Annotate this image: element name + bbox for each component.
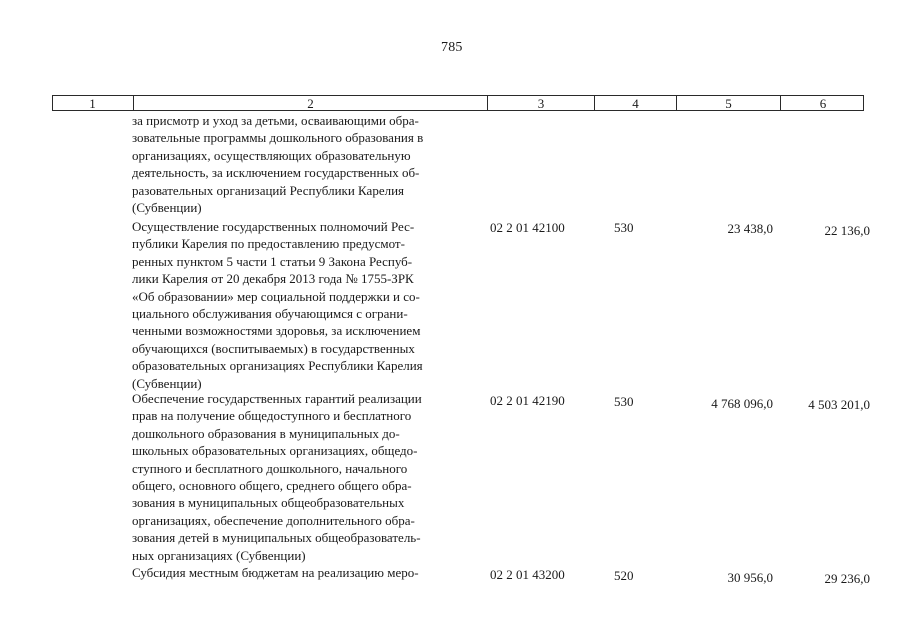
row-description: Осуществление государственных полномочий Рес- публики Карелия по предоставлению предусмот- ренных пунктом 5 части 1 статьи 9 Закона Респуб- лики Карелия от 20 декабря 2013 года № 1755-ЗРК «Об образовании» мер социальной поддержки и со- циального обслуживания обучающимся с ограни- ченными возможностями здоровья, за исключением обучающихся (воспитываемых) в государственных образовательных организациях Республики Карелия (Субвенции) xyxy=(132,219,423,391)
row-description: за присмотр и уход за детьми, осваивающими обра- зовательные программы дошкольного образования в организациях, осуществляющих образовательную деятельность, за исключением государственных об- разовательных организаций Республики Карелия (Субвенции) xyxy=(132,113,424,216)
row-expense-type: 520 xyxy=(614,568,634,583)
row-amount-col5: 4 768 096,0 xyxy=(711,396,773,411)
column-header-5: 5 xyxy=(676,95,780,111)
column-header-4: 4 xyxy=(594,95,676,111)
row-code: 02 2 01 42190 xyxy=(490,393,565,408)
row-expense-type: 530 xyxy=(614,394,634,409)
row-amount-col5: 30 956,0 xyxy=(727,570,773,585)
row-expense-type: 530 xyxy=(614,220,634,235)
row-amount-col6: 4 503 201,0 xyxy=(808,397,870,412)
row-description: Субсидия местным бюджетам на реализацию меро- xyxy=(132,565,419,580)
row-amount-col6: 29 236,0 xyxy=(824,571,870,586)
row-code: 02 2 01 42100 xyxy=(490,220,565,235)
page-number: 785 xyxy=(441,40,463,55)
row-amount-col5: 23 438,0 xyxy=(727,221,773,236)
row-code: 02 2 01 43200 xyxy=(490,567,565,582)
column-header-3: 3 xyxy=(487,95,594,111)
row-description: Обеспечение государственных гарантий реализации прав на получение общедоступного и бесплатного дошкольного образования в муниципальных до- школьных образовательных организациях, общедо- ступного и бесплатного дошкольного, начального общего, основного общего, среднего общего обра- зования в муниципальных общеобразовательных организациях, обеспечение дополнительного обра- зования детей в муниципальных общеобразователь- ных организациях (Субвенции) xyxy=(132,391,422,563)
row-amount-col6: 22 136,0 xyxy=(824,223,870,238)
column-header-6: 6 xyxy=(780,95,865,111)
column-header-1: 1 xyxy=(89,96,96,111)
column-header-2: 2 xyxy=(133,95,487,111)
